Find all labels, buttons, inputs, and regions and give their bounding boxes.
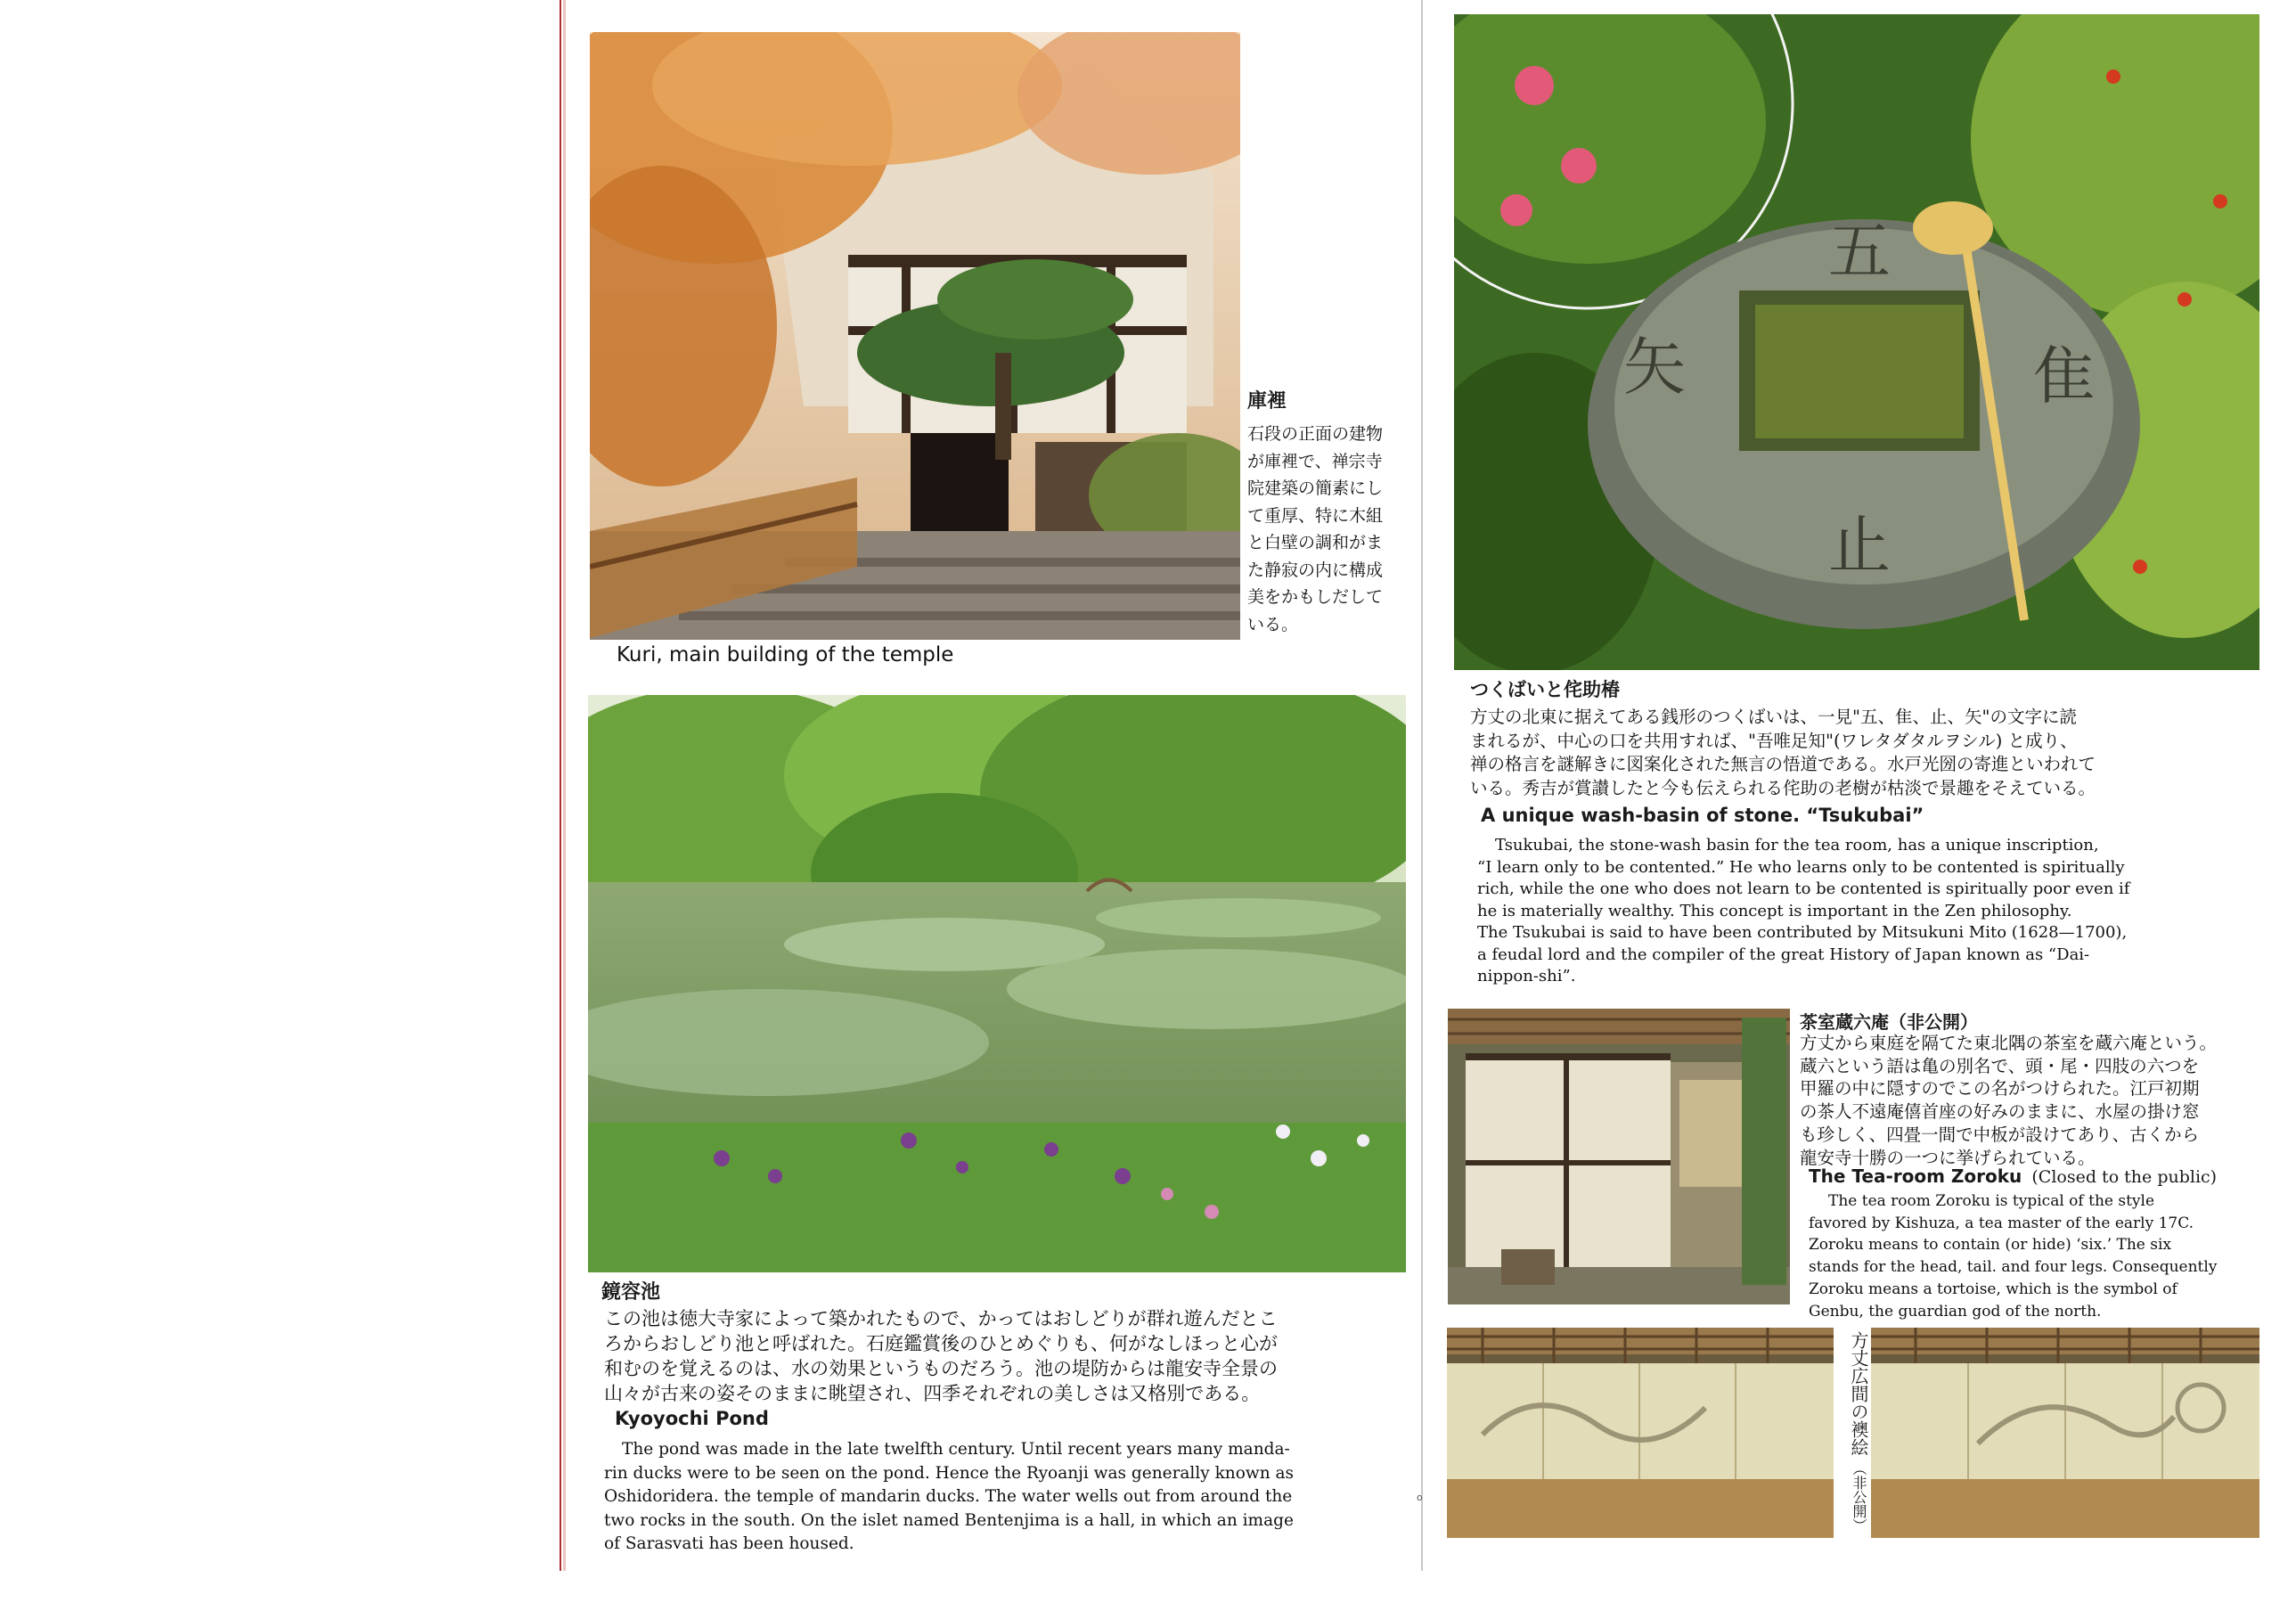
kuri-text-line: いる。 [1247,614,1299,634]
pond-text-line: この池は徳大寺家によって築かれたもので、かってはおしどりが群れ遊んだとこ [604,1308,1278,1329]
tsukubai-text-line: 方丈の北東に据えてある銭形のつくばいは、一見"五、隹、止、矢"の文字に読 [1470,707,2077,727]
basin-char: 止 [1828,509,1891,582]
tearoom-photo [1448,1009,1790,1304]
kuri-text-line: と白壁の調和がま [1247,533,1384,552]
kuri-photo [590,32,1240,640]
left-page-edge-shadow [563,0,566,1571]
tsukubai-photo [1454,14,2259,670]
tearoom-title-en: The Tea-room Zoroku [1809,1165,2022,1187]
tsukubai-text-line: rich, while the one who does not learn to be contented is spiritually poor even if [1477,879,2130,898]
tearoom-text-line: の茶人不遠庵僖首座の好みのままに、水屋の掛け窓 [1800,1101,2200,1123]
basin-char: 隹 [2033,339,2096,413]
tearoom-text-line: も珍しく、四畳一間で中板が設けてあり、古くから [1800,1124,2200,1145]
hojo-photo-left [1447,1328,1834,1538]
tsukubai-text-line: まれるが、中心の口を共用すれば、"吾唯足知"(ワレタダタルヲシル) と成り、 [1470,730,2078,751]
page-marker: o [1417,1492,1423,1503]
pond-title-jp: 鏡容池 [601,1281,661,1304]
tsukubai-text-line: Tsukubai, the stone-wash basin for the tea room, has a unique inscription, [1495,836,2099,854]
left-page-edge [560,0,561,1571]
tearoom-text-jp [1800,1032,2217,1169]
kuri-text-line: た静寂の内に構成 [1247,560,1384,580]
kuri-text-line: が庫裡で、禅宗寺 [1247,451,1383,471]
tsukubai-title-en: A unique wash-basin of stone. “Tsukubai” [1481,805,1924,826]
tearoom-text-line: Zoroku means a tortoise, which is the symbol of [1809,1280,2178,1298]
tearoom-text-line: 甲羅の中に隠すのでこの名がつけられた。江戸初期 [1800,1078,2200,1100]
hojo-caption-note: （非公開） [1851,1461,1867,1533]
kuri-text-line: 美をかもしだして [1247,587,1384,607]
tearoom-text-line: The tea room Zoroku is typical of the style [1828,1192,2155,1210]
tearoom-text-line: favored by Kishuza, a tea master of the early 17C. [1809,1214,2194,1232]
tearoom-text-line: Zoroku means to contain (or hide) ‘six.’ The six [1809,1236,2172,1255]
tsukubai-text-en [1477,835,2129,988]
basin-char: 五 [1828,215,1891,288]
pond-title-en: Kyoyochi Pond [615,1408,769,1429]
pond-text-line: of Sarasvati has been housed. [604,1534,854,1553]
tsukubai-title-jp: つくばいと侘助椿 [1470,679,1620,700]
tsukubai-text-line: 禅の格言を謎解きに図案化された無言の悟道である。水戸光圀の寄進といわれて [1470,754,2096,774]
tearoom-text-en [1809,1190,2217,1322]
kuri-text-line: 石段の正面の建物 [1247,424,1384,444]
kuri-title-jp: 庫裡 [1247,390,1287,413]
pond-text-line: 山々が古来の姿そのままに眺望され、四季それぞれの美しさは又格別である。 [604,1383,1261,1404]
pond-text-line: two rocks in the south. On the islet named Bentenjima is a hall, in which an image [604,1510,1294,1530]
pond-text-line: Oshidoridera. the temple of mandarin ducks. The water wells out from around the [604,1487,1293,1506]
tsukubai-text-line: he is materially wealthy. This concept is important in the Zen philosophy. [1477,901,2072,920]
tearoom-title-note: (Closed to the public) [2031,1167,2218,1187]
pond-text-line: rin ducks were to be seen on the pond. Hence the Ryoanji was generally known as [604,1463,1295,1483]
pond-text-line: 和むのを覚えるのは、水の効果というものだろう。池の堤防からは龍安寺全景の [604,1358,1278,1379]
tearoom-text-line: 蔵六という語は亀の別名で、頭・尾・四肢の六つを [1800,1055,2200,1076]
tearoom-text-line: 方丈から東庭を隔てた東北隅の茶室を蔵六庵という。 [1800,1033,2218,1053]
pond-text-line: The pond was made in the late twelfth century. Until recent years many manda- [622,1440,1290,1459]
kuri-text-jp [1247,421,1426,638]
kuri-text-line: て重厚、特に木組 [1247,505,1384,526]
hojo-caption-title: 方丈広間の襖絵 [1848,1331,1869,1456]
center-fold [1421,0,1423,1571]
tsukubai-text-line: The Tsukubai is said to have been contributed by Mitsukuni Mito (1628—1700), [1477,923,2128,942]
tsukubai-text-jp [1470,706,2096,800]
hojo-photo-right [1871,1328,2259,1538]
tearoom-text-line: 龍安寺十勝の一つに挙げられている。 [1800,1147,2096,1168]
tsukubai-text-line: nippon-shi”. [1477,967,1576,985]
tearoom-title-jp: 茶室蔵六庵（非公開） [1800,1011,1978,1033]
tearoom-text-line: stands for the head, tail. and four legs. Consequently [1809,1258,2218,1277]
tsukubai-text-line: いる。秀吉が賞讃したと今も伝えられる侘助の老樹が枯淡で景趣をそえている。 [1470,777,2096,798]
tsukubai-text-line: a feudal lord and the compiler of the great History of Japan known as “Dai- [1477,944,2090,964]
tearoom-text-line: Genbu, the guardian god of the north. [1809,1302,2102,1321]
pond-photo [588,695,1406,1272]
tsukubai-text-line: “I learn only to be contented.” He who learns only to be contented is spiritually [1477,857,2125,877]
pond-text-jp [604,1306,1278,1406]
pond-text-line: ろからおしどり池と呼ばれた。石庭鑑賞後のひとめぐりも、何がなしほっと心が [604,1333,1278,1354]
pond-text-en [604,1438,1379,1557]
kuri-caption: Kuri, main building of the temple [617,643,954,666]
tearoom-title-en-row [1809,1165,2217,1187]
basin-char: 矢 [1623,331,1686,404]
kuri-text-line: 院建築の簡素にし [1247,478,1384,498]
